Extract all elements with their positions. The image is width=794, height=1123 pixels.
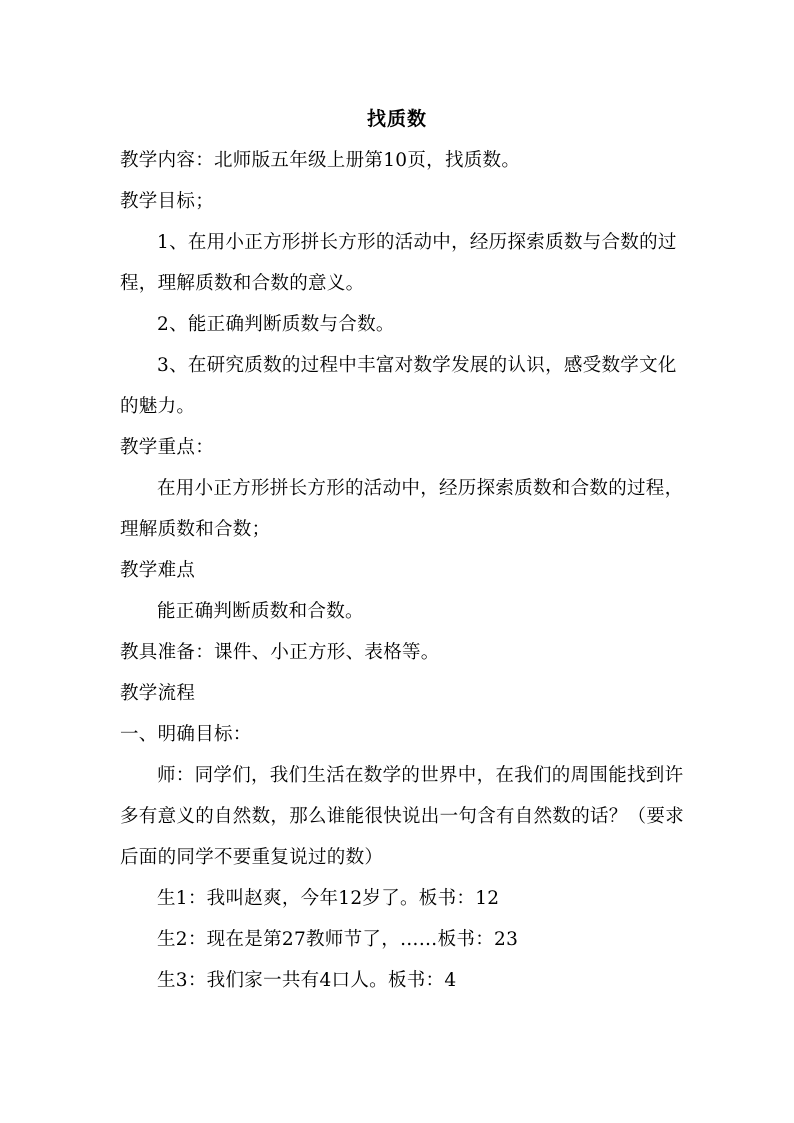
text-line: 教学重点：: [120, 437, 215, 458]
text-line: 教具准备：课件、小正方形、表格等。: [120, 642, 440, 663]
text-line: 一、明确目标：: [120, 724, 252, 745]
text-line: 教学流程: [120, 683, 196, 704]
text-line: 教学目标；: [120, 191, 215, 212]
text-line: 的魅力。: [120, 396, 196, 417]
text-line: 教学难点: [120, 560, 196, 581]
text-line: 教学内容：北师版五年级上册第10页，找质数。: [120, 150, 521, 171]
text-line: 师：同学们，我们生活在数学的世界中，在我们的周围能找到许: [157, 765, 684, 786]
text-line: 后面的同学不要重复说过的数）: [120, 847, 384, 868]
text-line: 生2：现在是第27教师节了，……板书：23: [157, 929, 519, 950]
text-line: 3、在研究质数的过程中丰富对数学发展的认识，感受数学文化: [157, 355, 677, 376]
text-line: 在用小正方形拼长方形的活动中，经历探索质数和合数的过程，: [157, 478, 684, 499]
text-line: 生3：我们家一共有4口人。板书：4: [157, 970, 457, 991]
text-line: 程，理解质数和合数的意义。: [120, 273, 365, 294]
text-line: 理解质数和合数；: [120, 519, 271, 540]
text-line: 生1：我叫赵爽，今年12岁了。板书：12: [157, 888, 500, 909]
document-body: [120, 140, 685, 1001]
document-title: 找质数: [366, 108, 427, 130]
text-line: 1、在用小正方形拼长方形的活动中，经历探索质数与合数的过: [157, 232, 677, 253]
text-line: 2、能正确判断质数与合数。: [157, 314, 395, 335]
text-line: 能正确判断质数和合数。: [157, 601, 364, 622]
text-line: 多有意义的自然数，那么谁能很快说出一句含有自然数的话？（要求: [120, 806, 685, 827]
